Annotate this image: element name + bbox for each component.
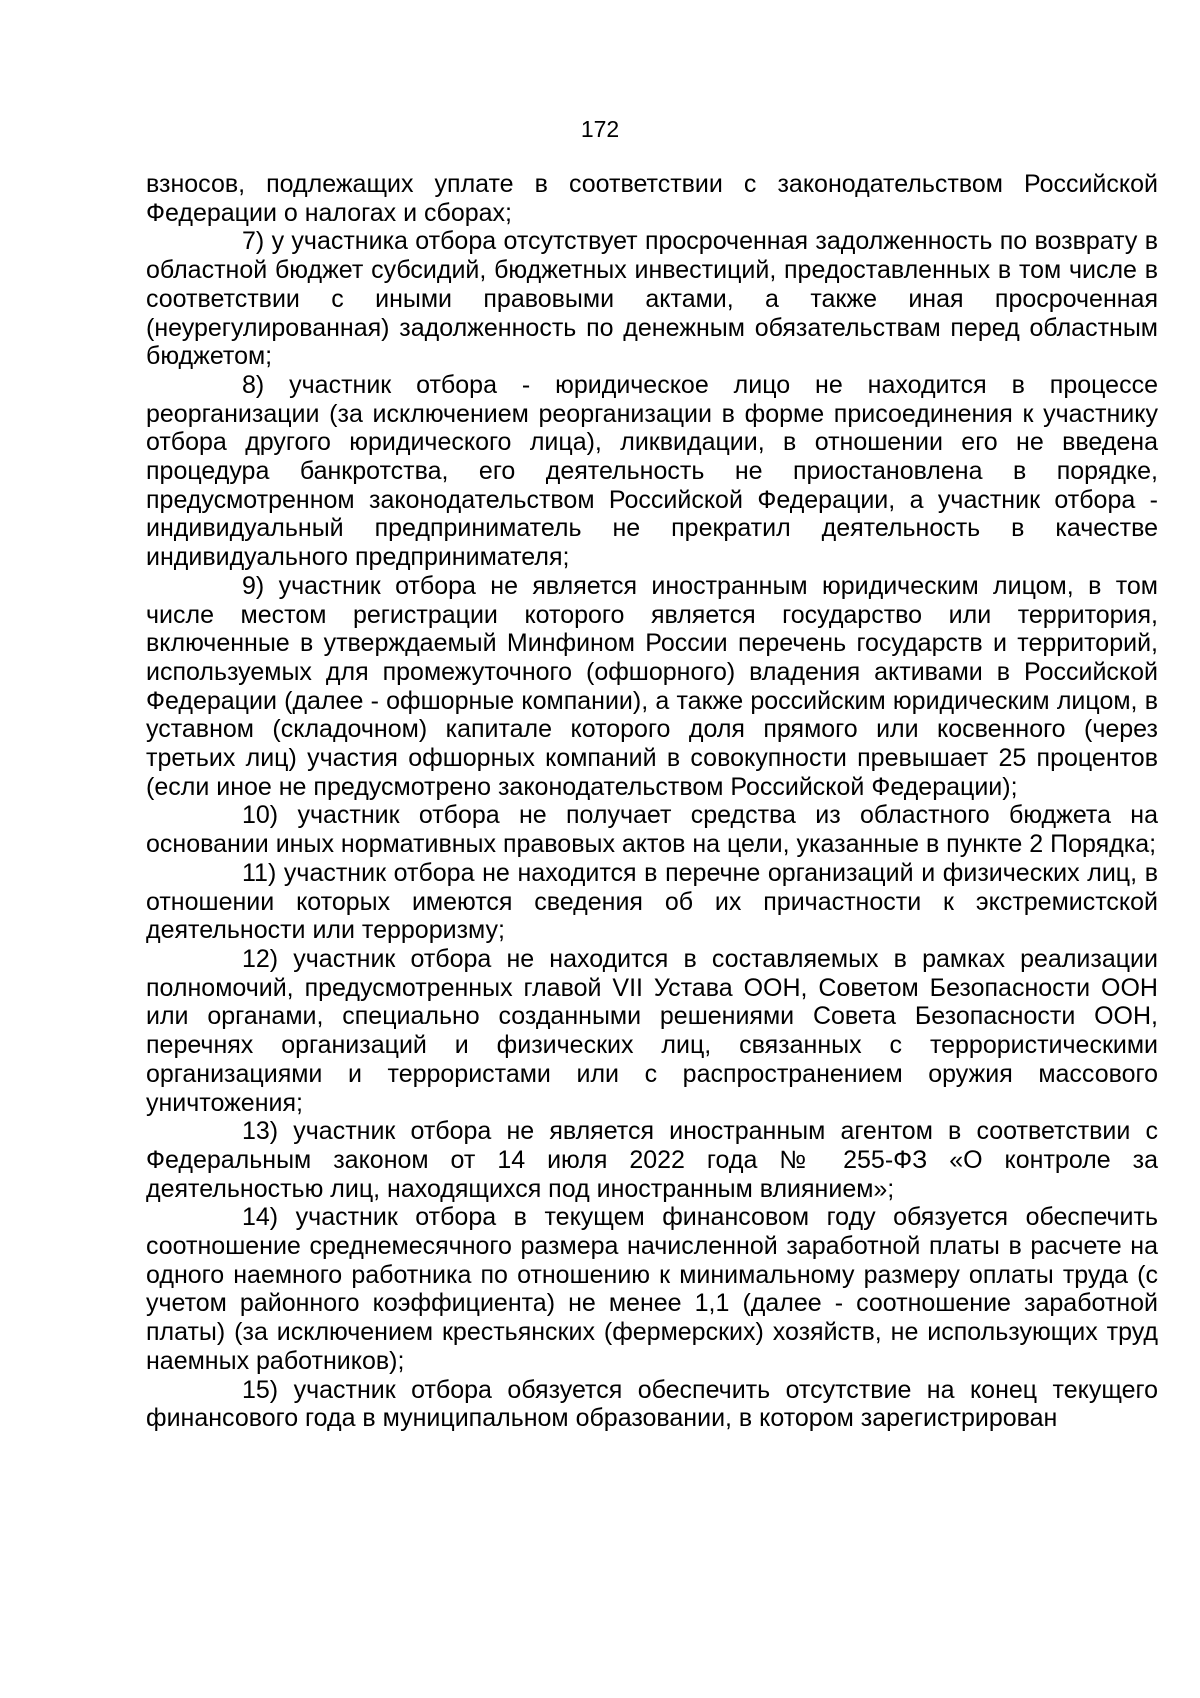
paragraph-item-7: 7) у участника отбора отсутствует просроченная задолженность по возврату в областной бюджет субсидий, бюджетных инвестиций, предоставленных в том числе в соответствии с иными правовыми актами, а также иная просроченная (неурегулированная) задолженность по денежным обязательствам перед областным бюджетом; xyxy=(146,227,1158,371)
paragraph-continuation: взносов, подлежащих уплате в соответствии с законодательством Российской Федерации о налогах и сборах; xyxy=(146,170,1158,227)
document-body xyxy=(146,170,1158,1433)
paragraph-item-15: 15) участник отбора обязуется обеспечить отсутствие на конец текущего финансового года в муниципальном образовании, в котором зарегистрирован xyxy=(146,1375,1158,1433)
page-number: 172 xyxy=(580,116,620,142)
paragraph-item-11: 11) участник отбора не находится в перечне организаций и физических лиц, в отношении которых имеются сведения об их причастности к экстремистской деятельности или терроризму; xyxy=(146,858,1158,945)
paragraph-item-13: 13) участник отбора не является иностранным агентом в соответствии с Федеральным законом от 14 июля 2022 года № 255-ФЗ «О контроле за деятельностью лиц, находящихся под иностранным влиянием»; xyxy=(146,1117,1158,1203)
paragraph-item-14: 14) участник отбора в текущем финансовом году обязуется обеспечить соотношение среднемесячного размера начисленной заработной платы в расчете на одного наемного работника по отношению к минимальному размеру оплаты труда (с учетом районного коэффициента) не менее 1,1 (далее - соотношение заработной платы) (за исключением крестьянских (фермерских) хозяйств, не использующих труд наемных работников); xyxy=(146,1203,1158,1375)
paragraph-item-8: 8) участник отбора - юридическое лицо не находится в процессе реорганизации (за исключением реорганизации в форме присоединения к участнику отбора другого юридического лица), ликвидации, в отношении его не введена процедура банкротства, его деятельность не приостановлена в порядке, предусмотренном законодательством Российской Федерации, а участник отбора - индивидуальный предприниматель не прекратил деятельность в качестве индивидуального предпринимателя; xyxy=(146,370,1158,572)
paragraph-item-12: 12) участник отбора не находится в составляемых в рамках реализации полномочий, предусмотренных главой VII Устава ООН, Советом Безопасности ООН или органами, специально созданными решениями Совета Безопасности ООН, перечнях организаций и физических лиц, связанных с террористическими организациями и террористами или с распространением оружия массового уничтожения; xyxy=(146,944,1158,1117)
paragraph-item-10: 10) участник отбора не получает средства из областного бюджета на основании иных нормативных правовых актов на цели, указанные в пункте 2 Порядка; xyxy=(146,801,1158,859)
paragraph-item-9: 9) участник отбора не является иностранным юридическим лицом, в том числе местом регистрации которого является государство или территория, включенные в утверждаемый Минфином России перечень государств и территорий, используемых для промежуточного (офшорного) владения активами в Российской Федерации (далее - офшорные компании), а также российским юридическим лицом, в уставном (складочном) капитале которого доля прямого или косвенного (через третьих лиц) участия офшорных компаний в совокупности превышает 25 процентов (если иное не предусмотрено законодательством Российской Федерации); xyxy=(146,571,1158,801)
